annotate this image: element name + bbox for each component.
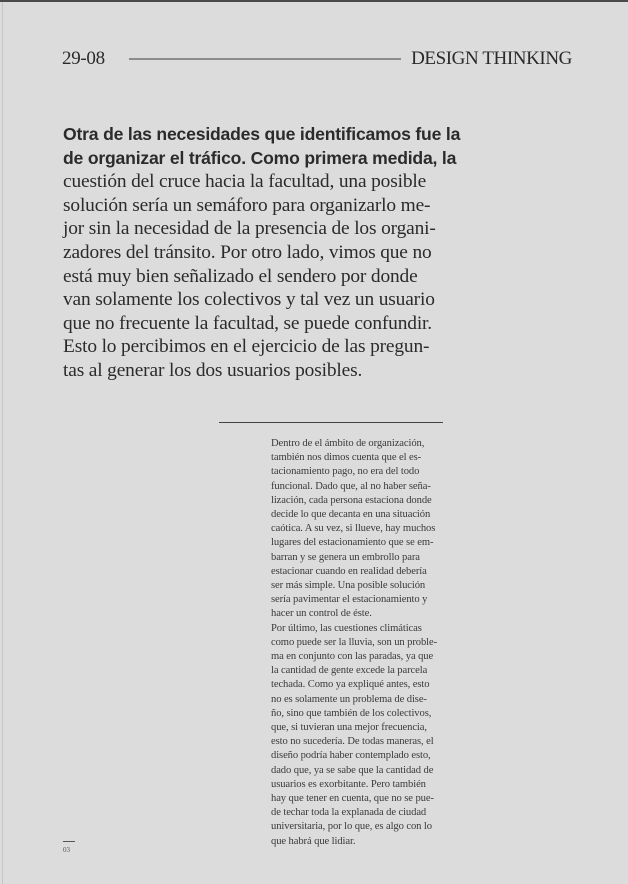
header-date: 29-08: [62, 48, 105, 69]
body-column: [271, 437, 449, 849]
body-line: funcional. Dado que, al no haber seña-: [271, 480, 431, 492]
lead-line: que no frecuente la facultad, se puede confundir.: [63, 312, 432, 334]
header-section-title: DESIGN THINKING: [411, 48, 572, 69]
lead-line: Esto lo percibimos en el ejercicio de las pregun-: [63, 336, 430, 358]
lead-line: está muy bien señalizado el sendero por donde: [63, 265, 418, 287]
lead-line: solución sería un semáforo para organizarlo me-: [63, 194, 431, 216]
body-line: de techar toda la explanada de ciudad: [271, 807, 427, 819]
body-line: lización, cada persona estaciona donde: [271, 494, 432, 506]
body-line: como puede ser la lluvia, son un proble-: [271, 636, 438, 648]
page-top-border: [0, 0, 628, 2]
lead-line: Otra de las necesidades que identificamos fue la: [63, 124, 461, 144]
body-line: Dentro de el ámbito de organización,: [271, 438, 425, 449]
section-divider: [219, 422, 443, 423]
body-line: usuarios es exorbitante. Pero también: [271, 778, 426, 790]
folio-rule: [63, 841, 75, 842]
body-line: tacionamiento pago, no era del todo: [271, 466, 420, 478]
page-left-edge: [2, 2, 3, 884]
body-line: caótica. A su vez, si llueve, hay muchos: [271, 523, 436, 535]
lead-paragraph: [63, 123, 461, 383]
page-number: 03: [63, 846, 70, 854]
body-line: dado que, ya se sabe que la cantidad de: [271, 764, 434, 776]
body-line: sería pavimentar el estacionamiento y: [271, 594, 428, 606]
body-line: la cantidad de gente excede la parcela: [271, 665, 428, 677]
body-line: también nos dimos cuenta que el es-: [271, 452, 422, 464]
body-line: universitaria, por lo que, es algo con lo: [271, 821, 432, 833]
body-line: Por último, las cuestiones climáticas: [271, 622, 422, 634]
lead-line: tas al generar los dos usuarios posibles.: [63, 359, 363, 381]
body-line: hacer un control de éste.: [271, 608, 372, 620]
lead-line: zadores del tránsito. Por otro lado, vimos que no: [63, 241, 432, 263]
lead-line: cuestión del cruce hacia la facultad, una posible: [63, 171, 427, 193]
page-header: [62, 46, 572, 74]
body-line: ser más simple. Una posible solución: [271, 580, 426, 592]
lead-line: van solamente los colectivos y tal vez un usuario: [63, 289, 435, 311]
body-line: decide lo que decanta en una situación: [271, 509, 431, 521]
body-line: estacionar cuando en realidad debería: [271, 565, 427, 577]
body-line: esto no sucedería. De todas maneras, el: [271, 736, 434, 748]
body-line: ño, sino que también de los colectivos,: [271, 707, 432, 719]
body-line: que habrá que lidiar.: [271, 835, 356, 847]
body-line: ma en conjunto con las paradas, ya que: [271, 651, 434, 663]
header-rule: [129, 58, 401, 60]
body-line: barran y se genera un embrollo para: [271, 551, 420, 563]
body-line: techada. Como ya expliqué antes, esto: [271, 679, 430, 691]
body-line: que, si tuvieran una mejor frecuencia,: [271, 722, 427, 734]
body-line: diseño podría haber contemplado esto,: [271, 750, 431, 762]
body-line: hay que tener en cuenta, que no se pue-: [271, 793, 434, 805]
lead-line: de organizar el tráfico. Como primera medida, la: [63, 147, 457, 168]
body-line: lugares del estacionamiento que se em-: [271, 537, 434, 549]
body-line: no es solamente un problema de dise-: [271, 693, 427, 705]
lead-line: jor sin la necesidad de la presencia de los organi-: [63, 218, 436, 240]
